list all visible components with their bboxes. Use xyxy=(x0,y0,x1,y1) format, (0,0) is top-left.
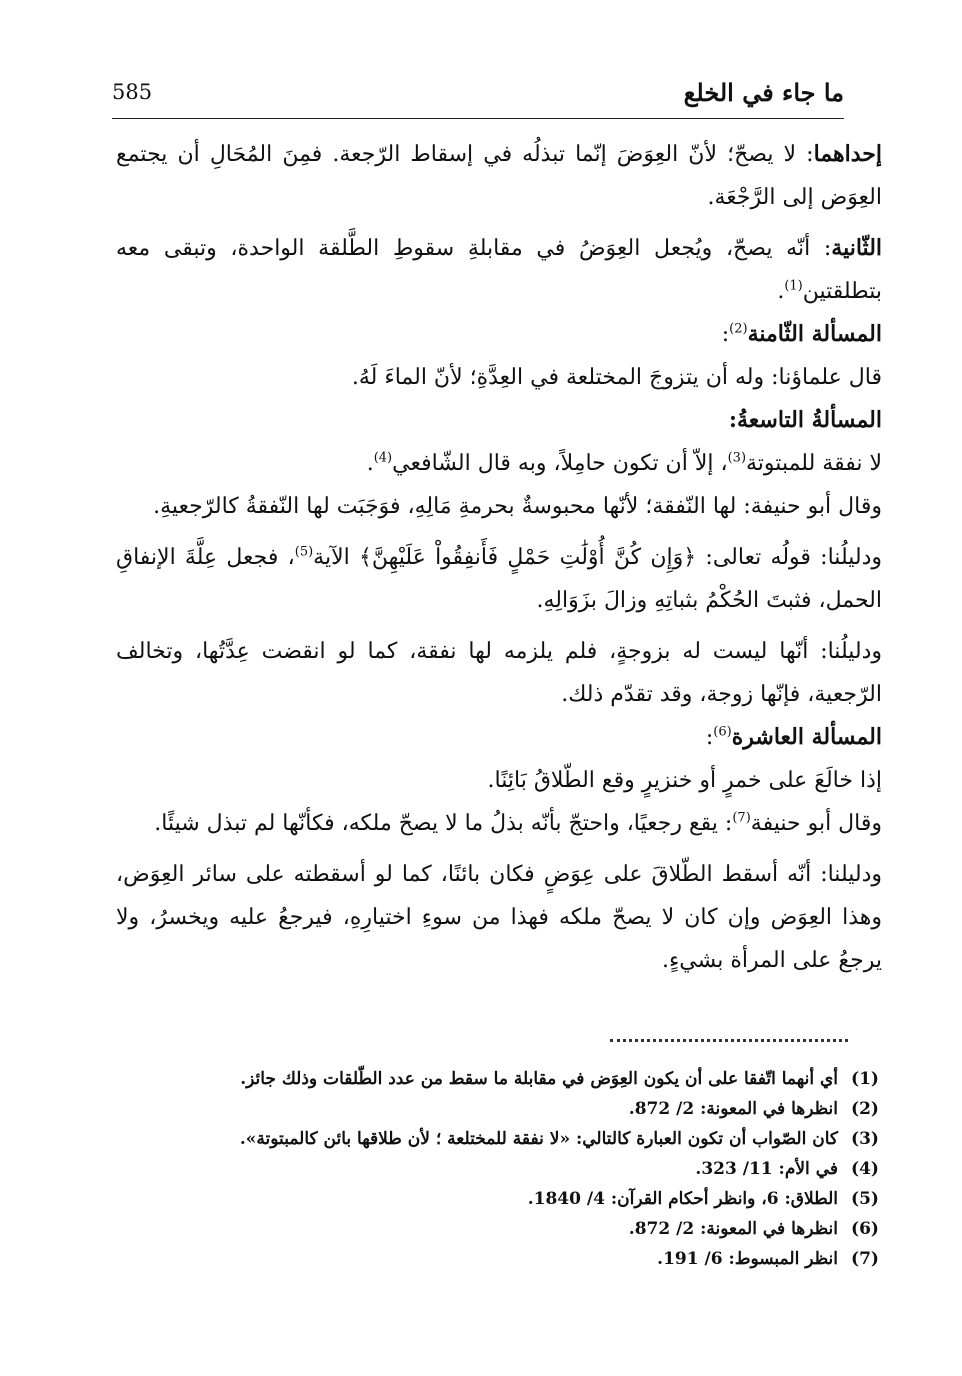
paragraph-text: : يقع رجعيًا، واحتجّ بأنّه بذلُ ما لا يصحّ ملكه، فكأنّها لم تبذل شيئًا. xyxy=(154,811,733,836)
footnote-number: (7) xyxy=(851,1249,879,1269)
footnote-number: (1) xyxy=(851,1069,879,1089)
spacer xyxy=(116,622,882,630)
footnote-ref: (5) xyxy=(294,544,314,560)
footnote-item xyxy=(140,1244,892,1274)
footnote-text: انظرها في المعونة: 2/ 872. xyxy=(628,1099,838,1119)
footnote-item xyxy=(140,1154,892,1184)
footnote-item xyxy=(140,1094,892,1124)
footnote-ref: (7) xyxy=(732,810,751,826)
heading-issue-9: المسألةُ التاسعةُ: xyxy=(728,407,882,433)
paragraph-scholars: قال علماؤنا: وله أن يتزوجَ المختلعة في العِدَّةِ؛ لأنّ الماءَ لَهُ. xyxy=(351,365,882,390)
spacer xyxy=(116,528,882,536)
paragraph-first-opinion xyxy=(116,133,882,219)
punctuation: : xyxy=(705,725,714,750)
opinion-label: إحداهما xyxy=(813,141,883,167)
footnote-ref: (1) xyxy=(784,278,803,294)
footnote-text: كان الصّواب أن تكون العبارة كالتالي: «لا نفقة للمختلعة ؛ لأن طلاقها بائن كالمبتوتة». xyxy=(239,1129,838,1149)
paragraph-text: لا نفقة للمبتوتة xyxy=(746,451,882,476)
header-rule xyxy=(112,118,844,119)
footnotes xyxy=(140,1064,892,1274)
paragraph-abu-hanifa-revocable xyxy=(116,802,882,845)
paragraph-final-evidence: ودليلنا: أنّه أسقط الطّلاقَ على عِوَضٍ فكان بائنًا، كما لو أسقطته على سائر العِوَض، وهذا العِوَض وإن كان لا يصحّ ملكه فهذا من سوءِ اختيارِهِ، فيرجعُ عليه ويخسرُ، ولا يرجعُ على المرأة بشيءٍ. xyxy=(116,862,882,973)
paragraph-text: : أنّه يصحّ، ويُجعل العِوَضُ في مقابلةِ سقوطِ الطَّلقة الواحدة، وتبقى معه بتطلقتين xyxy=(116,236,882,304)
paragraph-evidence-verse xyxy=(116,536,882,622)
heading-issue-10 xyxy=(116,716,882,759)
opinion-label: الثّانية xyxy=(831,235,883,261)
footnote-number: (4) xyxy=(851,1159,879,1179)
paragraph-text: ، إلاّ أن تكون حامِلاً، وبه قال الشّافعي xyxy=(392,451,728,476)
punctuation: : xyxy=(721,322,730,347)
paragraph-text: وقال أبو حنيفة xyxy=(750,811,882,836)
footnote-item xyxy=(140,1124,892,1154)
spacer xyxy=(116,845,882,853)
footnote-number: (6) xyxy=(851,1219,879,1239)
footnote-text: انظر المبسوط: 6/ 191. xyxy=(657,1249,838,1269)
footnote-text: الطلاق: 6، وانظر أحكام القرآن: 4/ 1840. xyxy=(527,1189,838,1209)
heading-issue-8 xyxy=(116,313,882,356)
heading-text: المسألة الثّامنة xyxy=(747,321,882,347)
main-text xyxy=(116,133,882,982)
footnote-item xyxy=(140,1214,892,1244)
footnote-ref: (3) xyxy=(727,450,747,466)
paragraph-wine-pork: إذا خالَعَ على خمرٍ أو خنزيرٍ وقع الطّلاقُ بَائِنًا. xyxy=(487,768,882,793)
footnote-ref: (6) xyxy=(713,724,732,740)
footnote-ref: (4) xyxy=(373,450,393,466)
footnote-ref: (2) xyxy=(729,321,748,337)
footnote-item xyxy=(140,1064,892,1094)
footnote-separator xyxy=(610,1039,848,1042)
paragraph-second-opinion xyxy=(116,227,882,313)
punctuation: . xyxy=(777,279,785,304)
paragraph-no-maintenance xyxy=(116,442,882,485)
spacer xyxy=(116,219,882,227)
punctuation: . xyxy=(366,451,374,476)
paragraph-text: ودليلُنا: قولُه تعالى: ﴿وَإِن كُنَّ أُوْلَٰتِ حَمْلٍ فَأَنفِقُواْ عَلَيْهِنَّ﴾ الآية xyxy=(313,545,882,570)
footnote-number: (2) xyxy=(851,1099,879,1119)
footnote-number: (3) xyxy=(851,1129,879,1149)
footnote-text: في الأم: 11/ 323. xyxy=(695,1159,838,1179)
running-title: ما جاء في الخلع xyxy=(683,78,844,107)
page-header xyxy=(112,74,844,114)
heading-text: المسألة العاشرة xyxy=(731,724,882,750)
footnote-text: أي أنهما اتّفقا على أن يكون العِوَض في مقابلة ما سقط من عدد الطّلقات وذلك جائز. xyxy=(240,1069,838,1089)
paragraph-abu-hanifa: وقال أبو حنيفة: لها النّفقة؛ لأنّها محبوسةٌ بحرمةِ مَالِهِ، فوَجَبَت لها النّفقةُ كالرّجعيةِ. xyxy=(153,494,882,519)
paragraph-evidence-not-wife: ودليلُنا: أنّها ليست له بزوجةٍ، فلم يلزمه لها نفقة، كما لو انقضت عِدَّتُها، وتخالف الرّجعية، فإنّها زوجة، وقد تقدّم ذلك. xyxy=(116,639,882,707)
footnote-item xyxy=(140,1184,892,1214)
footnote-number: (5) xyxy=(851,1189,879,1209)
paragraph-text: ، فجعل عِلَّةَ الإنفاقِ الحمل، فثبتَ الحُكْمُ بثباتِهِ وزالَ بزَوَالِهِ. xyxy=(116,545,882,613)
paragraph-text: : لا يصحّ؛ لأنّ العِوَضَ إنّما تبذلُه في إسقاط الرّجعة. فمِنَ المُحَالِ أن يجتمع العِوَض إلى الرَّجْعَة. xyxy=(116,142,882,210)
footnote-text: انظرها في المعونة: 2/ 872. xyxy=(628,1219,838,1239)
page-number: 585 xyxy=(112,80,153,104)
